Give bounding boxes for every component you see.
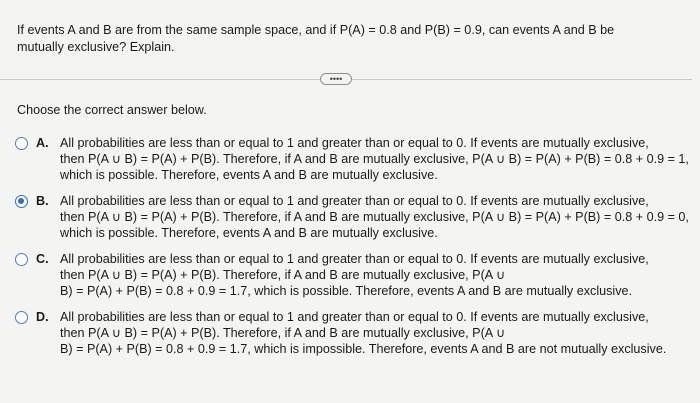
more-button[interactable]: •••• [320, 73, 352, 85]
option-line: then P(A ∪ B) = P(A) + P(B). Therefore, if A and B are mutually exclusive, P(A ∪ [60, 268, 506, 282]
option-text [60, 193, 689, 241]
option-line: which is possible. Therefore, events A and B are mutually exclusive. [60, 226, 438, 240]
option-line: then P(A ∪ B) = P(A) + P(B). Therefore, if A and B are mutually exclusive, P(A ∪ B) = P(A) + P(B) = 0.8 + 0.9 = 1, [60, 152, 689, 166]
question-line-2: mutually exclusive? Explain. [17, 40, 175, 54]
option-line: B) = P(A) + P(B) = 0.8 + 0.9 = 1.7, which is possible. Therefore, events A and B are mutually exclusive. [60, 284, 633, 298]
option-letter: C. [36, 252, 49, 266]
option-line: All probabilities are less than or equal to 1 and greater than or equal to 0. If events are mutually exclusive, [60, 194, 649, 208]
option-text [60, 135, 689, 183]
option-line: which is possible. Therefore, events A and B are mutually exclusive. [60, 168, 438, 182]
question-line-1: If events A and B are from the same sample space, and if P(A) = 0.8 and P(B) = 0.9, can events A and B be [17, 23, 615, 37]
option-line: then P(A ∪ B) = P(A) + P(B). Therefore, if A and B are mutually exclusive, P(A ∪ [60, 326, 506, 340]
option-line: All probabilities are less than or equal to 1 and greater than or equal to 0. If events are mutually exclusive, [60, 310, 649, 324]
option-line: B) = P(A) + P(B) = 0.8 + 0.9 = 1.7, which is impossible. Therefore, events A and B are not mutually exclusive. [60, 342, 667, 356]
radio-button-d[interactable] [15, 311, 28, 324]
option-line: then P(A ∪ B) = P(A) + P(B). Therefore, if A and B are mutually exclusive, P(A ∪ B) = P(A) + P(B) = 0.8 + 0.9 = 0, [60, 210, 689, 224]
radio-button-c[interactable] [15, 253, 28, 266]
option-letter: A. [36, 136, 49, 150]
option-line: All probabilities are less than or equal to 1 and greater than or equal to 0. If events are mutually exclusive, [60, 252, 649, 266]
option-letter: D. [36, 310, 49, 324]
radio-button-a[interactable] [15, 137, 28, 150]
option-text [60, 309, 675, 357]
option-line: All probabilities are less than or equal to 1 and greater than or equal to 0. If events are mutually exclusive, [60, 136, 649, 150]
option-text [60, 251, 675, 299]
question-text [17, 22, 657, 56]
option-letter: B. [36, 194, 49, 208]
instructions: Choose the correct answer below. [17, 103, 207, 117]
radio-button-b[interactable] [15, 195, 28, 208]
